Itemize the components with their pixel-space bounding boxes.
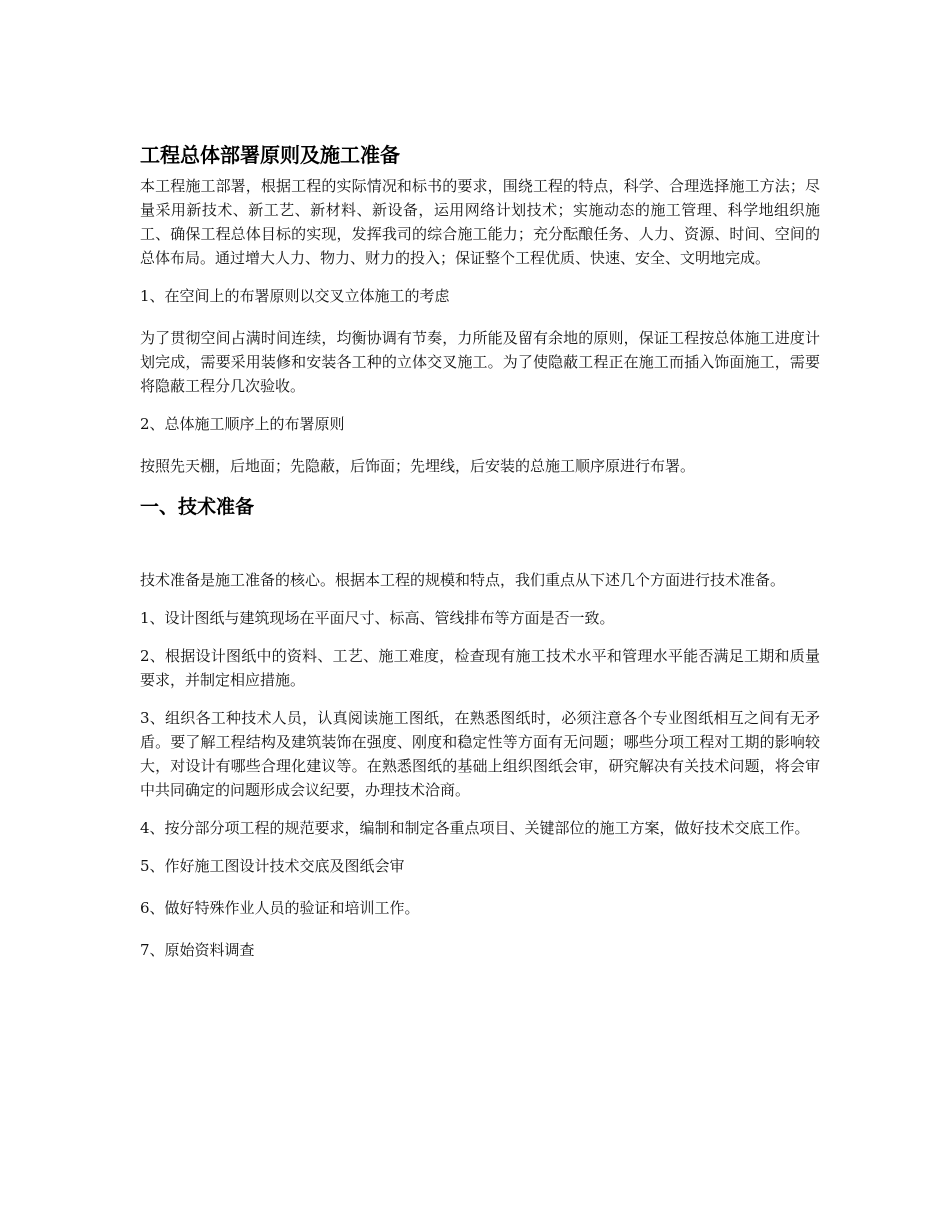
list-item: 7、原始资料调查 bbox=[140, 941, 255, 959]
list-item: 5、作好施工图设计技术交底及图纸会审 bbox=[140, 857, 405, 875]
principle-1-body: 为了贯彻空间占满时间连续，均衡协调有节奏，力所能及留有余地的原则，保证工程按总体施工进度计划完成，需要采用装修和安装各工种的立体交叉施工。为了使隐蔽工程正在施工而插入饰面施工，需要将隐蔽工程分几次验收。 bbox=[140, 329, 820, 395]
document-page bbox=[140, 140, 820, 976]
section-technical-preparation-heading: 一、技术准备 bbox=[140, 496, 255, 518]
list-item: 2、根据设计图纸中的资料、工艺、施工难度，检查现有施工技术水平和管理水平能否满足工期和质量要求，并制定相应措施。 bbox=[140, 647, 820, 689]
principle-2-body: 按照先天棚，后地面；先隐蔽，后饰面；先埋线，后安装的总施工顺序原进行布署。 bbox=[140, 457, 696, 475]
list-item: 1、设计图纸与建筑现场在平面尺寸、标高、管线排布等方面是否一致。 bbox=[140, 609, 615, 627]
technical-preparation-intro: 技术准备是施工准备的核心。根据本工程的规模和特点，我们重点从下述几个方面进行技术准备。 bbox=[140, 571, 786, 589]
principle-1-heading: 1、在空间上的布署原则以交叉立体施工的考虑 bbox=[140, 287, 450, 305]
list-item: 4、按分部分项工程的规范要求，编制和制定各重点项目、关键部位的施工方案，做好技术交底工作。 bbox=[140, 819, 810, 837]
list-item: 6、做好特殊作业人员的验证和培训工作。 bbox=[140, 899, 420, 917]
list-item: 3、组织各工种技术人员，认真阅读施工图纸，在熟悉图纸时，必须注意各个专业图纸相互之间有无矛盾。要了解工程结构及建筑装饰在强度、刚度和稳定性等方面有无问题；哪些分项工程对工期的影响较大，对设计有哪些合理化建议等。在熟悉图纸的基础上组织图纸会审，研究解决有关技术问题，将会审中共同确定的问题形成会议纪要，办理技术洽商。 bbox=[140, 709, 820, 799]
intro-paragraph: 本工程施工部署，根据工程的实际情况和标书的要求，围绕工程的特点，科学、合理选择施工方法；尽量采用新技术、新工艺、新材料、新设备，运用网络计划技术；实施动态的施工管理、科学地组织施工、确保工程总体目标的实现，发挥我司的综合施工能力；充分酝酿任务、人力、资源、时间、空间的总体布局。通过增大人力、物力、财力的投入；保证整个工程优质、快速、安全、文明地完成。 bbox=[140, 177, 820, 267]
document-title: 工程总体部署原则及施工准备 bbox=[140, 143, 400, 167]
principle-2-heading: 2、总体施工顺序上的布署原则 bbox=[140, 415, 345, 433]
